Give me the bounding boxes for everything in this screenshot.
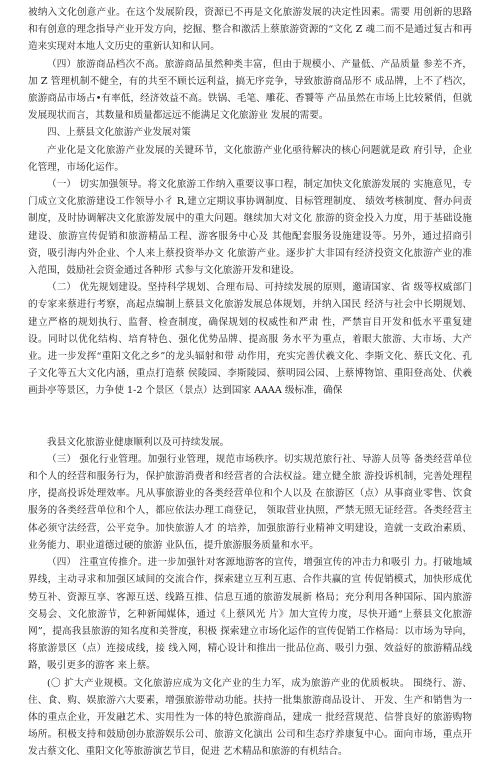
paragraph-industrialization: 产业化是文化旅游产业发展的关键环节，文化旅游产业化亟待解决的核心问题就是政 府引导，企业化管理，市场化运作。 [28,144,472,173]
paragraph-industry-management: （三） 强化行业管理。加强行业管理，规范市场秩序。切实规范旅行社、导游人员等 备类经营单位和个人的经营和服务行为，保护旅游消费者和经营者的合法权益。建立健全旅 游投诉机制，完善处理程序，提高投诉处理效率。凡从事旅游业的各类经营单位和个人以及 在旅游区（点）从事商业零售、饮食服务的各类经营单位和个人，都应依法办理工商登记， 领取营业执照，严禁无照无证经营。各类经营主体必须守法经营，公平竞争。加快旅游人才 的培养，加强旅游行业精神文明建设，造就一支政治素质、业务能力、职业道德过硬的旅游 业队伍，提升旅游服务质量和水平。 [28,453,472,551]
paragraph-promotion: （四） 注重宣传推介。进一步加强针对客源地游客的宣传，增强宣传的冲击力和吸引 力。打破地域界线，主动寻求和加强区域间的交流合作，探索建立互利互惠、合作共赢的宣 传促销模式，加快形成优势互补、资源互享、客源互送、线路互推、信息互通的旅游发展新 格局；充分利用各种国际、国内旅游交易会、文化旅游节，乞种新闻媒体，通过《上蔡风光 片》加大宣传力度，尽快开通“上蔡县文化旅游网”，提高我县旅游的知名度和美誉度，积极 探索建立市场化运作的宣传促销工作格局：以市场为导向，将旅游景区（点）连接成线，接 线入网，精心设计和推出一批品位高、吸引力强、效益好的旅游精品线路，吸引更多的游客 来上蔡。 [28,557,472,672]
paragraph-intro: 被纳入文化创意产业。在这个发展阶段，资源已不再是文化旅游发展的决定性因素。需要 用创新的思路和有创意的理念指导产业开发方向，挖掘、整合和激活上蔡旅游资源的“文化 Z 魂二而不是通过复古和再造来实现对本地人文历史的重新认知和认同。 [28,7,472,53]
paragraph-planning: （二） 优先规划建设。坚持科学规划、合理布局、可持续发展的原则，邀请国家、省 级等权威部门的专家来蔡进行考察，高起点编制上蔡县文化旅游发展总体规划，并纳入国民 经济与社会中长期规划、建立严格的规划执行、监督、检查制度，确保规划的权威性和严肃 性，严禁盲目开发和低水平重复建设。同时以优化结构、培育特色、强化优势品牌、提高服 务水平为重点，着眼大旅游、大市场、大产业。进一步发挥“重阳文化之乡”的龙头辐射和带 动作用，充实完善伏羲文化、李斯文化、蔡氏文化、孔子文化等五大文化内涵，重点打造蔡 侯陵园、李斯陵园、蔡明园公园、上蔡博物馆、重阳登高处、伏羲画卦亭等景区，力争使 1-2 个景区（景点）达到国家 AAAA 级标准，确保 [28,282,472,397]
blank-gap [28,400,472,434]
paragraph-sustainable: 我县文化旅游业健康顺利以及可持续发展。 [47,436,230,448]
paragraph-scale: (〇 扩大产业规模。文化旅游应成为文化产业的生力军，成为旅游产业的优质板块。 围绕行、游、住、食、购、娱旅游六大要素，增强旅游带动功能。扶持一批集旅游商品设计、 开发、生产和销售为一体的重点企业，开发融艺术、实用性为一体的特色旅游商品，建成一 批经营规范、信誉良好的旅游购物场所。积极支持和鼓励创办旅游娱乐公司、旅游文化演出 公司和生态疗养康复中心。面向市场，重点开发古蔡文化、重阳文化等旅游演艺节目，促进 艺术精品和旅游的有机结合。 [28,677,472,758]
paragraph-tourist-goods: （四）旅游商品档次不高。旅游商品虽然种类丰富，但由于规模小、产量低、产品质量 参差不齐，加 Z 管理机制不健全，有的共至不顾长远利益，搞无序竞争，导致旅游商品形不 成品牌，上不了档次，旅游商品市场占•有率低，经济效益不高。铁锅、毛笔、雕花、香饕等 产品虽然在市场上比较紧俏，但就发展现状而言，其数量和质量都远远不能满足文化旅游业 发展的需要。 [28,58,472,122]
section-heading: 四、上蔡县文化旅游产业发展对策 [47,127,191,139]
paragraph-leadership: （一） 切实加强领导。将文化旅游工作纳入重要议事口程，制定加快文化旅游发展的 实施意见，专门成立文化旅游建设工作领导小彳 R,建立定期议事协调制度、目标管理制度、 绩效考核制度、督办问责制度，及时协调解决文化旅游发展中的重大问题。继续加大对文化 旅游的资金投入力度，用于基础设施建设、旅游宣传促销和旅游精品工程、游客服务中心及 其他配套服务设施建设等。另外，通过招商引资，吸引海内外企业、个人来上蔡投资举办文 化旅游产业。逐步扩大非国有经济投资文化旅游产业的准入范围，鼓励社会资金通过各种形 式参与文化旅游开发和建设。 [28,179,472,277]
